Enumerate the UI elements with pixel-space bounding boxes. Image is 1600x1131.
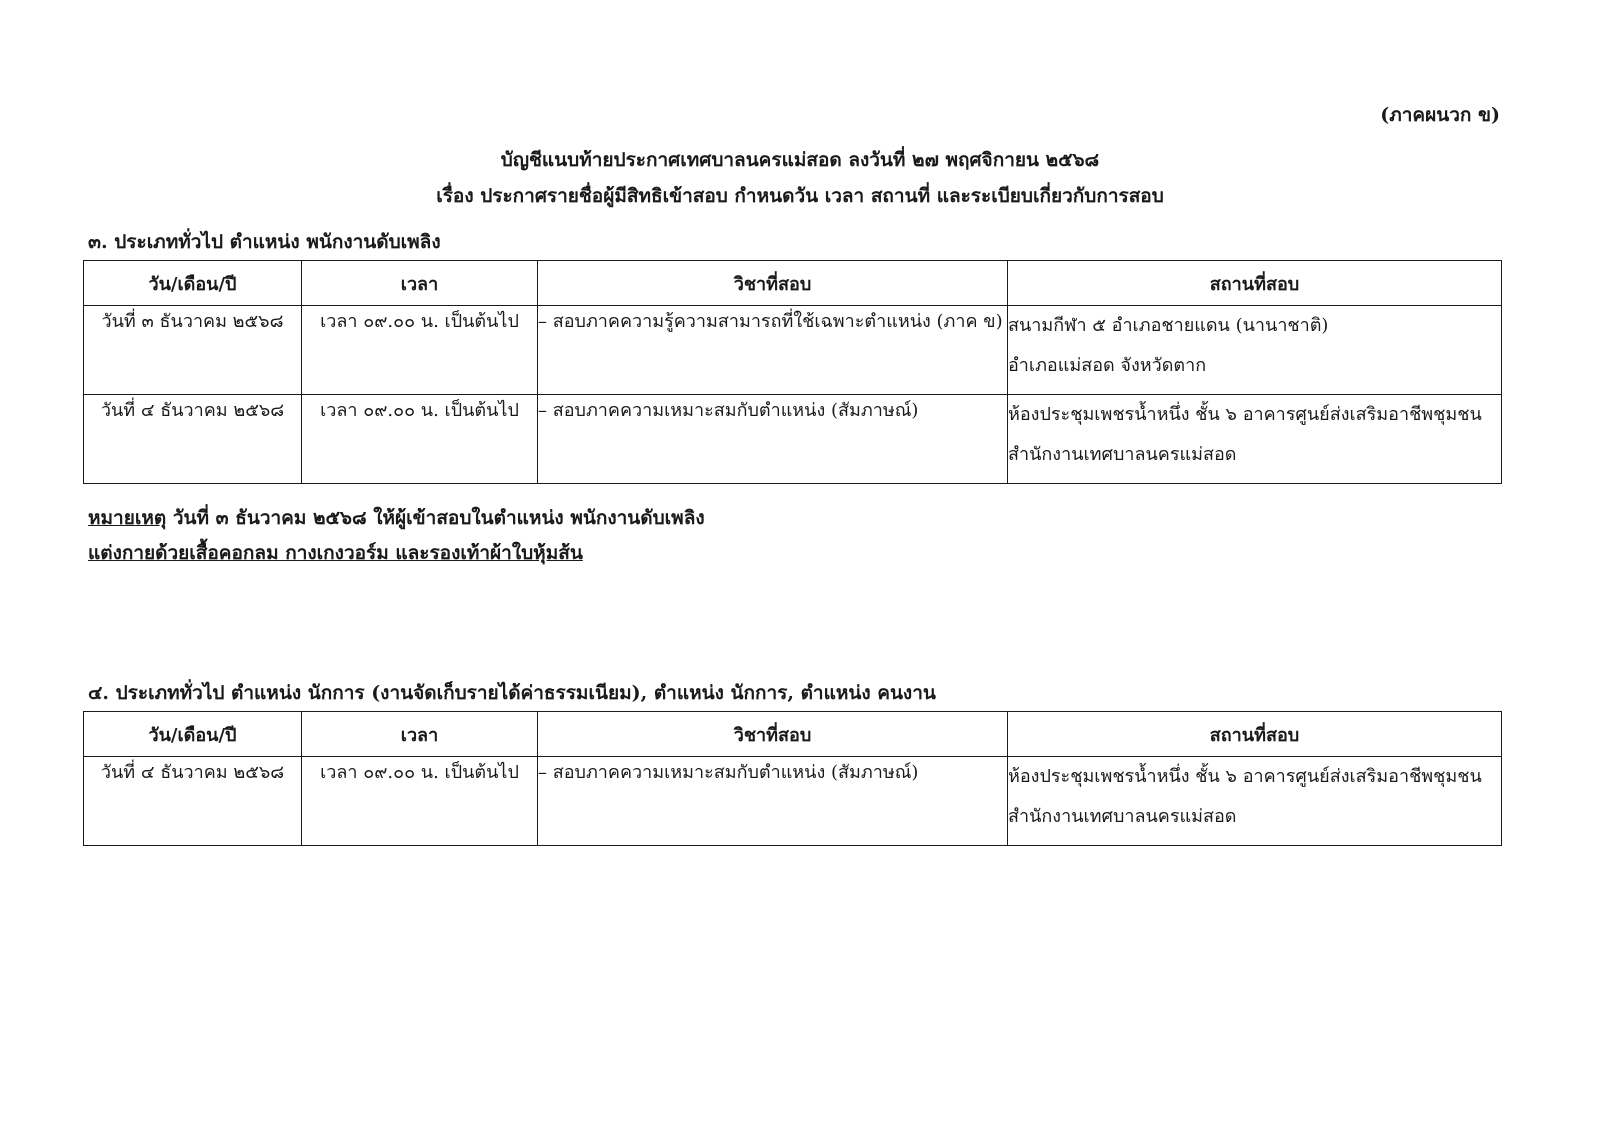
exam-date: วันที่ ๔ ธันวาคม ๒๕๖๘ xyxy=(84,395,302,484)
column-header-subject: วิชาที่สอบ xyxy=(538,712,1008,757)
column-header-location: สถานที่สอบ xyxy=(1008,261,1502,306)
exam-subject: – สอบภาคความเหมาะสมกับตำแหน่ง (สัมภาษณ์) xyxy=(538,757,1008,846)
section-3-heading: ๓. ประเภททั่วไป ตำแหน่ง พนักงานดับเพลิง xyxy=(88,231,441,253)
exam-location-line: สนามกีฬา ๕ อำเภอชายแดน (นานาชาติ) xyxy=(1008,315,1329,336)
exam-date: วันที่ ๔ ธันวาคม ๒๕๖๘ xyxy=(84,757,302,846)
table-row xyxy=(84,395,1502,484)
note-line-2: แต่งกายด้วยเสื้อคอกลม กางเกงวอร์ม และรองเท้าผ้าใบหุ้มส้น xyxy=(88,542,583,564)
document-subject: เรื่อง ประกาศรายชื่อผู้มีสิทธิเข้าสอบ กำหนดวัน เวลา สถานที่ และระเบียบเกี่ยวกับการสอบ xyxy=(436,185,1164,207)
exam-location-line: สำนักงานเทศบาลนครแม่สอด xyxy=(1008,806,1237,827)
exam-location-line: ห้องประชุมเพชรน้ำหนึ่ง ชั้น ๖ อาคารศูนย์ส่งเสริมอาชีพชุมชน xyxy=(1008,766,1482,787)
exam-time: เวลา ๐๙.๐๐ น. เป็นต้นไป xyxy=(302,306,538,395)
table-row xyxy=(84,306,1502,395)
table-header-row xyxy=(84,261,1502,306)
note-label: หมายเหตุ xyxy=(88,507,167,529)
exam-location xyxy=(1008,395,1502,484)
exam-location xyxy=(1008,306,1502,395)
note-line-1 xyxy=(88,503,705,533)
column-header-subject: วิชาที่สอบ xyxy=(538,261,1008,306)
exam-subject: – สอบภาคความรู้ความสามารถที่ใช้เฉพาะตำแหน่ง (ภาค ข) xyxy=(538,306,1008,395)
column-header-time: เวลา xyxy=(302,261,538,306)
column-header-location: สถานที่สอบ xyxy=(1008,712,1502,757)
section-4-heading: ๔. ประเภททั่วไป ตำแหน่ง นักการ (งานจัดเก็บรายได้ค่าธรรมเนียม), ตำแหน่ง นักการ, ตำแหน่ง คนงาน xyxy=(88,682,936,704)
appendix-label: (ภาคผนวก ข) xyxy=(1380,104,1500,126)
exam-location-line: สำนักงานเทศบาลนครแม่สอด xyxy=(1008,444,1237,465)
section-4-schedule-table xyxy=(83,711,1502,846)
column-header-time: เวลา xyxy=(302,712,538,757)
column-header-date: วัน/เดือน/ปี xyxy=(84,261,302,306)
exam-location xyxy=(1008,757,1502,846)
table-row xyxy=(84,757,1502,846)
exam-location-line: อำเภอแม่สอด จังหวัดตาก xyxy=(1008,355,1207,376)
exam-time: เวลา ๐๙.๐๐ น. เป็นต้นไป xyxy=(302,395,538,484)
column-header-date: วัน/เดือน/ปี xyxy=(84,712,302,757)
document-title: บัญชีแนบท้ายประกาศเทศบาลนครแม่สอด ลงวันที่ ๒๗ พฤศจิกายน ๒๕๖๘ xyxy=(500,149,1100,171)
exam-date: วันที่ ๓ ธันวาคม ๒๕๖๘ xyxy=(84,306,302,395)
exam-time: เวลา ๐๙.๐๐ น. เป็นต้นไป xyxy=(302,757,538,846)
section-3-schedule-table xyxy=(83,260,1502,484)
exam-subject: – สอบภาคความเหมาะสมกับตำแหน่ง (สัมภาษณ์) xyxy=(538,395,1008,484)
note-text: วันที่ ๓ ธันวาคม ๒๕๖๘ ให้ผู้เข้าสอบในตำแหน่ง พนักงานดับเพลิง xyxy=(166,507,705,529)
table-header-row xyxy=(84,712,1502,757)
exam-location-line: ห้องประชุมเพชรน้ำหนึ่ง ชั้น ๖ อาคารศูนย์ส่งเสริมอาชีพชุมชน xyxy=(1008,404,1482,425)
